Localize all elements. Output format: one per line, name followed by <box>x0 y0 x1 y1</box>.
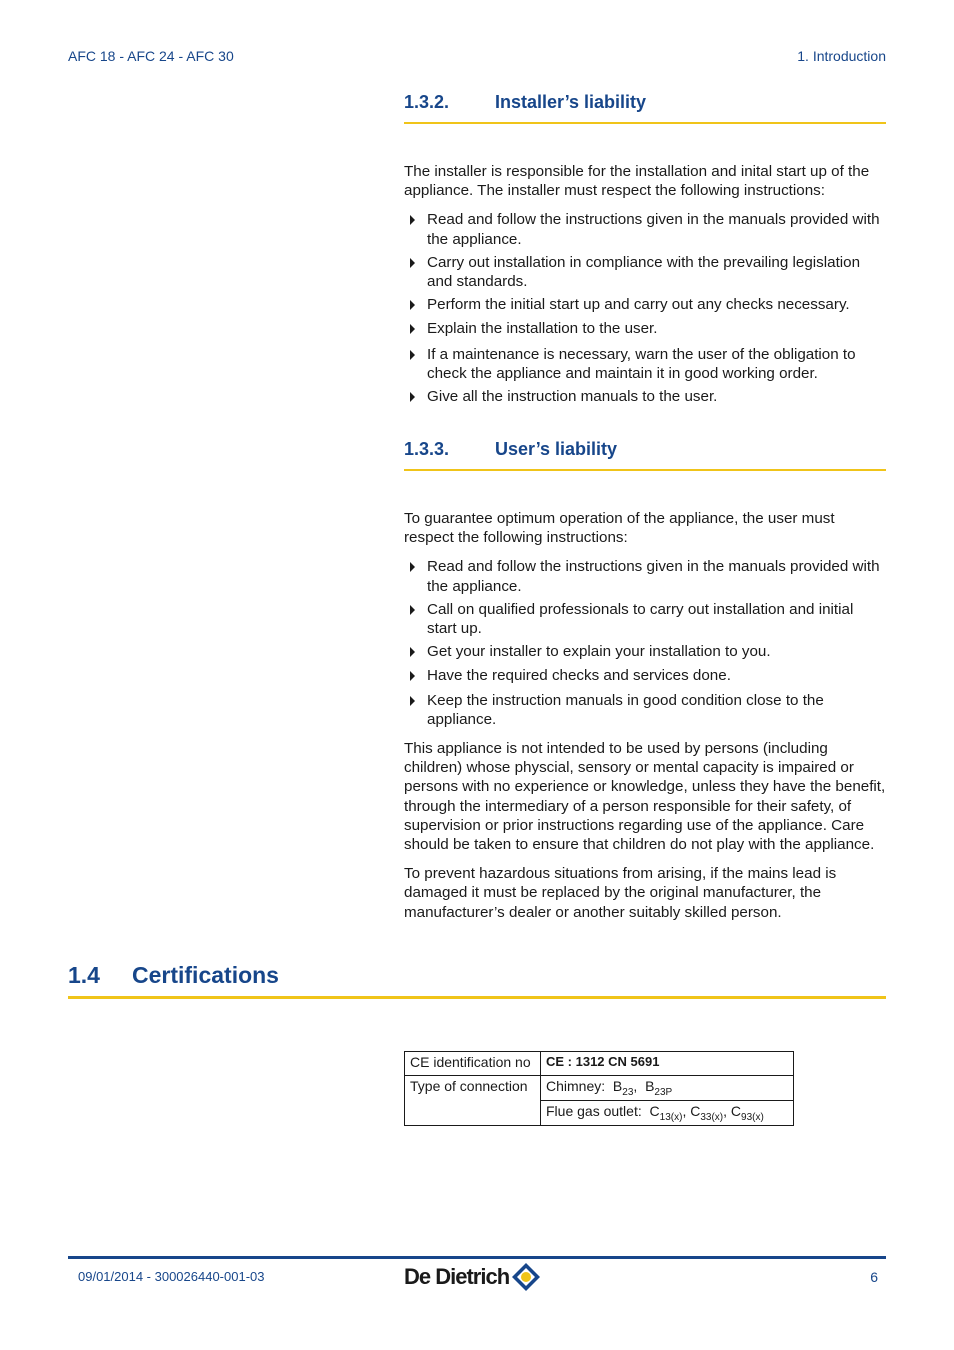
connection-label-cell: Type of connection <box>405 1076 541 1126</box>
user-section-body <box>404 509 886 922</box>
installer-intro: The installer is responsible for the installation and inital start up of the appliance. The installer must respect the following instructions: <box>404 163 870 200</box>
list-item: Explain the installation to the user. <box>404 319 886 338</box>
bullet-arrow-icon <box>410 392 415 402</box>
list-item: Give all the instruction manuals to the user. <box>404 387 886 406</box>
chapter-title: Certifications <box>132 962 279 988</box>
list-item: Read and follow the instructions given in the manuals provided with the appliance. <box>404 557 886 595</box>
chapter-heading-certifications <box>68 960 886 999</box>
footer-rule <box>68 1256 886 1259</box>
page-number: 6 <box>870 1269 878 1285</box>
brand-name: De Dietrich <box>404 1264 510 1289</box>
list-item: Perform the initial start up and carry out any checks necessary. <box>404 295 886 314</box>
brand-logo <box>404 1260 541 1294</box>
list-item: Carry out installation in compliance with the prevailing legislation and standards. <box>404 253 886 291</box>
bullet-arrow-icon <box>410 215 415 225</box>
bullet-arrow-icon <box>410 671 415 681</box>
list-item: Read and follow the instructions given in the manuals provided with the appliance. <box>404 210 886 248</box>
section-title: Installer’s liability <box>495 92 647 112</box>
user-intro: To guarantee optimum operation of the appliance, the user must respect the following instructions: <box>404 510 835 547</box>
bullet-arrow-icon <box>410 696 415 706</box>
ce-label-cell: CE identification no <box>405 1052 541 1076</box>
section-title: User’s liability <box>495 439 618 459</box>
section-number: 1.3.2. <box>404 92 450 112</box>
installer-list <box>404 210 886 406</box>
bullet-arrow-icon <box>410 258 415 268</box>
flue-cell: Flue gas outlet: $C_{13(x)}$, $C_{33(x)}$, $C_{93(x)}$ <box>541 1100 794 1125</box>
section-number: 1.3.3. <box>404 439 450 459</box>
chapter-number: 1.4 <box>68 962 100 988</box>
table-row <box>405 1052 794 1076</box>
header-chapter: 1. Introduction <box>797 48 886 64</box>
chimney-cell: Chimney: $B_{23}$, $B_{23P}$ <box>541 1076 794 1101</box>
section-heading-user <box>404 439 886 471</box>
installer-section-body <box>404 162 886 406</box>
bullet-arrow-icon <box>410 300 415 310</box>
table-row <box>405 1076 794 1101</box>
diamond-logo-icon <box>511 1262 541 1292</box>
list-item: Have the required checks and services done. <box>404 666 886 685</box>
bullet-arrow-icon <box>410 350 415 360</box>
bullet-arrow-icon <box>410 647 415 657</box>
bullet-arrow-icon <box>410 562 415 572</box>
user-list <box>404 557 886 729</box>
list-item: Get your installer to explain your installation to you. <box>404 642 886 661</box>
list-item: Keep the instruction manuals in good condition close to the appliance. <box>404 691 886 729</box>
bullet-arrow-icon <box>410 324 415 334</box>
section-heading-installer <box>404 92 886 124</box>
ce-value-cell: CE : 1312 CN 5691 <box>541 1052 794 1076</box>
certification-table <box>404 1051 794 1126</box>
header-document-title: AFC 18 - AFC 24 - AFC 30 <box>68 48 234 64</box>
bullet-arrow-icon <box>410 605 415 615</box>
list-item: If a maintenance is necessary, warn the user of the obligation to check the appliance and maintain it in good working order. <box>404 345 886 383</box>
user-paragraph: This appliance is not intended to be used by persons (including children) whose physcial, sensory or mental capacity is impaired or persons with no experience or knowledge, unless they have the benefit, through the intermediary of a person responsible for their safety, of supervision or prior instructions regarding use of the appliance. Care should be taken to ensure that children do not play with the appliance. <box>404 740 886 854</box>
footer-doc-ref: 09/01/2014 - 300026440-001-03 <box>78 1269 265 1284</box>
list-item: Call on qualified professionals to carry out installation and initial start up. <box>404 600 886 638</box>
user-paragraph: To prevent hazardous situations from arising, if the mains lead is damaged it must be replaced by the original manufacturer, the manufacturer’s dealer or another suitably skilled person. <box>404 865 837 921</box>
